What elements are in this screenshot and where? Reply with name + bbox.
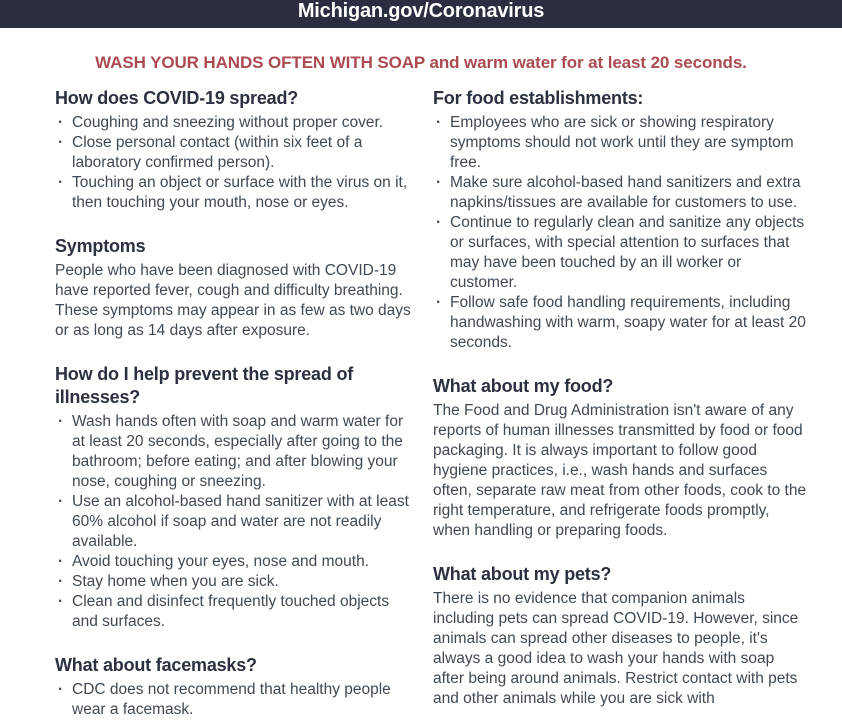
bullet-item: · Coughing and sneezing without proper cover.: [55, 113, 417, 133]
bullet-item: · Continue to regularly clean and sanitize any objects or surfaces, with special attention to surfaces that may have been touched by an ill worker or customer.: [433, 213, 809, 293]
section-food-establishments: [433, 87, 809, 353]
bullet-item: · Close personal contact (within six feet of a laboratory confirmed person).: [55, 133, 417, 173]
bullet-list: [55, 113, 417, 213]
bullet-list: [433, 113, 809, 353]
section-heading: How do I help prevent the spread of illnesses?: [55, 364, 354, 407]
section-my-pets: [433, 563, 809, 709]
bullet-item: · Stay home when you are sick.: [55, 572, 417, 592]
section-heading: What about facemasks?: [55, 655, 257, 675]
bullet-item: · Make sure alcohol-based hand sanitizers and extra napkins/tissues are available for customers to use.: [433, 173, 809, 213]
bullet-list: [55, 412, 417, 632]
bullet-item: · Avoid touching your eyes, nose and mouth.: [55, 552, 417, 572]
section-paragraph: People who have been diagnosed with COVID-19 have reported fever, cough and difficulty breathing. These symptoms may appear in as few as two days or as long as 14 days after exposure.: [55, 262, 411, 339]
section-symptoms: [55, 235, 417, 341]
right-column: [433, 87, 809, 720]
bullet-item: · Employees who are sick or showing respiratory symptoms should not work until they are symptom free.: [433, 113, 809, 173]
left-column: [55, 87, 417, 720]
bullet-item: · Follow safe food handling requirements, including handwashing with warm, soapy water for at least 20 seconds.: [433, 293, 809, 353]
section-paragraph: There is no evidence that companion animals including pets can spread COVID-19. However, since animals can spread other diseases to people, it's always a good idea to wash your hands with soap after being around animals. Restrict contact with pets and other animals while you are sick with: [433, 590, 799, 707]
section-heading: For food establishments:: [433, 88, 644, 108]
section-paragraph: The Food and Drug Administration isn't aware of any reports of human illnesses transmitted by food or food packaging. It is always important to follow good hygiene practices, i.e., wash hands and surfaces often, separate raw meat from other foods, cook to the right temperature, and refrigerate foods promptly, when handling or preparing foods.: [433, 402, 807, 539]
bullet-item: · Use an alcohol-based hand sanitizer with at least 60% alcohol if soap and water are not readily available.: [55, 492, 417, 552]
section-heading: How does COVID-19 spread?: [55, 88, 299, 108]
content-columns: [0, 87, 842, 720]
section-facemasks: [55, 654, 417, 720]
banner-headline: WASH YOUR HANDS OFTEN WITH SOAP and warm water for at least 20 seconds.: [95, 53, 747, 72]
section-heading: Symptoms: [55, 236, 146, 256]
section-my-food: [433, 375, 809, 541]
bullet-list: [55, 680, 417, 720]
bullet-item: · Touching an object or surface with the virus on it, then touching your mouth, nose or eyes.: [55, 173, 417, 213]
header-bar: [0, 0, 842, 28]
bullet-item: · Wash hands often with soap and warm water for at least 20 seconds, especially after going to the bathroom; before eating; and after blowing your nose, coughing or sneezing.: [55, 412, 417, 492]
site-url-title: Michigan.gov/Coronavirus: [297, 0, 545, 22]
section-how-covid-spreads: [55, 87, 417, 213]
bullet-item: · Clean and disinfect frequently touched objects and surfaces.: [55, 592, 417, 632]
section-heading: What about my food?: [433, 376, 614, 396]
section-prevent-spread: [55, 363, 417, 632]
bullet-item: · CDC does not recommend that healthy people wear a facemask.: [55, 680, 417, 720]
section-heading: What about my pets?: [433, 564, 612, 584]
